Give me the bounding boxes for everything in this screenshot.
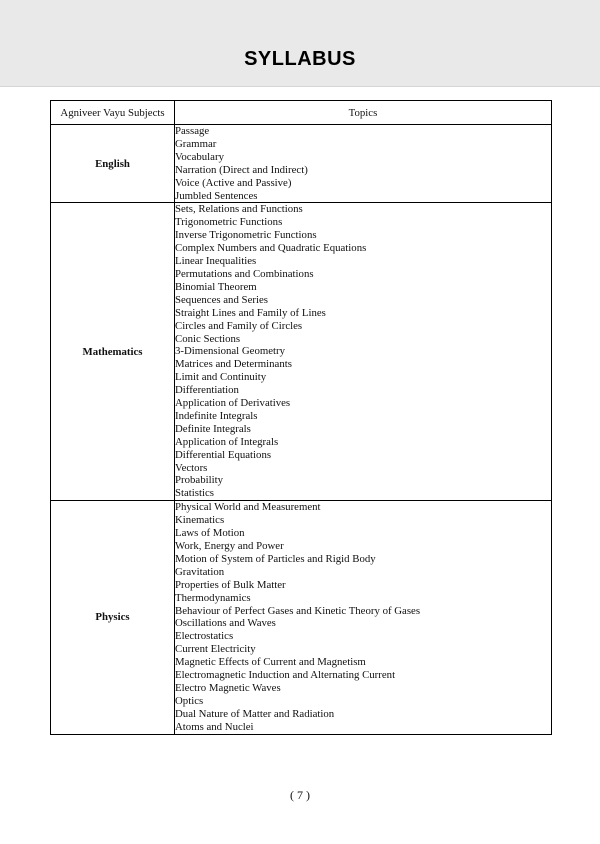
topic-item: Passage (175, 125, 210, 137)
topic-item: Physical World and Measurement (175, 501, 321, 514)
topic-item: Permutations and Combinations (175, 267, 314, 280)
topic-item: Electro Magnetic Waves (175, 681, 281, 694)
table-header-row (51, 101, 552, 125)
topic-item: Jumbled Sentences (175, 189, 258, 202)
topic-item: Optics (175, 694, 204, 707)
topic-item: Oscillations and Waves (175, 617, 276, 630)
topic-item: Work, Energy and Power (175, 540, 284, 552)
syllabus-table (50, 100, 552, 735)
subject-cell: Mathematics (51, 203, 175, 501)
table-row (51, 501, 552, 734)
topic-item: Vectors (175, 461, 208, 474)
column-header-subjects: Agniveer Vayu Subjects (51, 101, 175, 125)
topic-item: Binomial Theorem (175, 280, 257, 293)
table-row (51, 125, 552, 203)
topic-item: Gravitation (175, 565, 225, 578)
topics-cell (175, 125, 552, 203)
topic-item: Electrostatics (175, 630, 234, 643)
topics-cell (175, 501, 552, 734)
topics-cell (175, 203, 552, 501)
topic-item: Limit and Continuity (175, 371, 267, 384)
table-row (51, 203, 552, 501)
topic-item: Grammar (175, 137, 217, 150)
topic-item: Linear Inequalities (175, 255, 257, 268)
topic-item: Sets, Relations and Functions (175, 203, 303, 216)
topic-item: Dual Nature of Matter and Radiation (175, 707, 335, 720)
topic-item: Electromagnetic Induction and Alternating Current (175, 669, 396, 682)
topic-item: Application of Derivatives (175, 397, 291, 410)
topic-item: Straight Lines and Family of Lines (175, 306, 326, 319)
topic-item: Definite Integrals (175, 422, 251, 435)
topic-item: Application of Integrals (175, 435, 279, 448)
topic-item: Behaviour of Perfect Gases and Kinetic Theory of Gases (175, 604, 421, 617)
topic-item: Properties of Bulk Matter (175, 578, 286, 591)
topic-item: 3-Dimensional Geometry (175, 345, 286, 358)
page-title: SYLLABUS (244, 48, 356, 70)
topic-item: Differential Equations (175, 448, 272, 461)
topic-item: Inverse Trigonometric Functions (175, 229, 317, 242)
topic-item: Thermodynamics (175, 591, 251, 604)
topic-item: Laws of Motion (175, 527, 245, 540)
topic-item: Motion of System of Particles and Rigid Body (175, 552, 376, 565)
topic-item: Probability (175, 474, 223, 487)
topic-item: Vocabulary (175, 150, 224, 163)
header-band (0, 0, 600, 87)
subject-cell: English (51, 125, 175, 203)
topic-item: Matrices and Determinants (175, 358, 292, 371)
topic-item: Differentiation (175, 384, 239, 397)
topic-item: Trigonometric Functions (175, 216, 283, 229)
topic-item: Conic Sections (175, 332, 241, 345)
topic-item: Statistics (175, 487, 214, 500)
topic-item: Narration (Direct and Indirect) (175, 163, 308, 176)
subject-cell: Physics (51, 501, 175, 734)
topic-item: Magnetic Effects of Current and Magnetism (175, 656, 366, 669)
topic-item: Voice (Active and Passive) (175, 176, 292, 189)
page-number: ( 7 ) (290, 788, 310, 802)
topic-item: Circles and Family of Circles (175, 319, 303, 332)
topic-item: Sequences and Series (175, 293, 268, 306)
topic-item: Complex Numbers and Quadratic Equations (175, 242, 367, 255)
column-header-topics: Topics (175, 101, 552, 125)
topic-item: Indefinite Integrals (175, 409, 258, 422)
topic-item: Kinematics (175, 514, 225, 527)
topic-item: Current Electricity (175, 643, 256, 656)
topic-item: Atoms and Nuclei (175, 720, 254, 733)
